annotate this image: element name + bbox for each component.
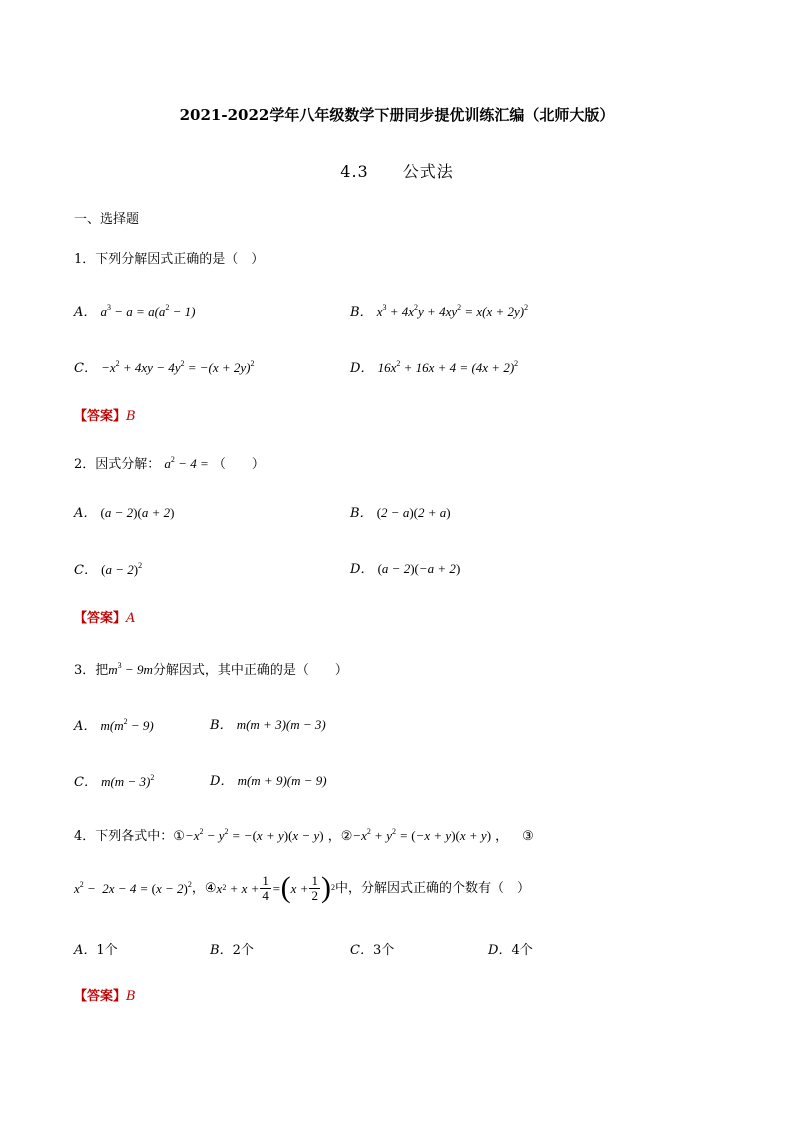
q2-option-c-math: $(a - 2)^2$ bbox=[101, 561, 143, 577]
q3-option-b-label: B． bbox=[210, 718, 233, 733]
q3-option-c-label: C． bbox=[74, 775, 97, 790]
q2-option-c bbox=[74, 562, 142, 577]
q4-option-b-text: 2个 bbox=[232, 943, 254, 958]
q3-option-a-math: $m(m^2 - 9)$ bbox=[100, 717, 154, 733]
q1-option-b-math: $x^3 + 4x^2y + 4xy^2 = x(x + 2y)^2$ bbox=[376, 303, 529, 319]
q2-option-d-math: (a − 2)(−a + 2) bbox=[377, 561, 461, 576]
q2-answer bbox=[74, 612, 135, 625]
q1-option-a-label: A． bbox=[74, 305, 97, 320]
q2-stem-pre: 2．因式分解： bbox=[74, 457, 161, 472]
q1-option-c bbox=[74, 360, 255, 375]
q4-option-c-label: C． bbox=[350, 943, 373, 958]
answer-marker: 【答案】 bbox=[74, 409, 127, 424]
q4-stem-post: 中，分解因式正确的个数有（ ） bbox=[334, 880, 530, 896]
section-heading: 一、选择题 bbox=[74, 212, 140, 227]
q4-option-b bbox=[210, 944, 254, 957]
q2-stem-math: $a^2 - 4$ = bbox=[164, 455, 209, 471]
q1-option-a bbox=[74, 304, 196, 319]
document-title: 2021-2022学年八年级数学下册同步提优训练汇编（北师大版） bbox=[179, 106, 615, 124]
q3-option-d bbox=[210, 774, 327, 788]
q4-stem-line2: $x^2 - 2x - 4 = (x - 2)^2$ ， ④ x 2 + x + $\frac{1}{4}$ = ( x + $\frac{1}{2}$ ) 2 中，分解因式正确的个数有（ ） bbox=[74, 871, 530, 904]
q4-stem-pre: 4．下列各式中： bbox=[74, 829, 174, 844]
q2-stem bbox=[74, 456, 265, 471]
q3-option-a bbox=[74, 718, 154, 733]
q1-option-a-math: $a^3 - a = a(a^2 - 1)$ bbox=[100, 303, 196, 319]
q3-option-a-label: A． bbox=[74, 719, 97, 734]
q4-option-d-text: 4个 bbox=[511, 943, 533, 958]
q2-option-b bbox=[350, 506, 451, 520]
q3-option-b-math: m(m + 3)(m − 3) bbox=[236, 717, 326, 732]
q4-item-4: x 2 + x + $\frac{1}{4}$ = ( x + $\frac{1}{2}$ ) 2 bbox=[216, 871, 335, 904]
q3-stem-pre: 3．把 bbox=[74, 663, 109, 678]
q2-option-d-label: D． bbox=[350, 562, 374, 577]
q1-option-c-math: $-x^2 + 4xy - 4y^2 = -(x + 2y)^2$ bbox=[101, 359, 255, 375]
q4-answer-value: B bbox=[126, 989, 136, 1004]
q1-option-c-label: C． bbox=[74, 361, 97, 376]
q1-option-d-label: D． bbox=[350, 361, 374, 376]
q2-option-a-math: (a − 2)(a + 2) bbox=[100, 505, 175, 520]
q4-option-a-label: A． bbox=[74, 943, 97, 958]
q3-option-c bbox=[74, 774, 154, 789]
q3-stem-post: 分解因式，其中正确的是（ ） bbox=[152, 663, 348, 678]
q3-option-d-label: D． bbox=[210, 774, 234, 789]
q3-stem-math: $m^3 - 9m$ bbox=[108, 661, 153, 677]
q2-option-b-label: B． bbox=[350, 506, 373, 521]
q2-option-b-math: (2 − a)(2 + a) bbox=[376, 505, 451, 520]
q4-option-d bbox=[488, 944, 533, 957]
q3-option-c-math: $m(m - 3)^2$ bbox=[101, 773, 155, 789]
q1-stem: 1．下列分解因式正确的是（ ） bbox=[74, 252, 265, 267]
q1-answer-value: B bbox=[126, 409, 136, 424]
q4-option-c bbox=[350, 944, 394, 957]
section-subtitle: 4.3 公式法 bbox=[340, 162, 454, 181]
q4-option-b-label: B． bbox=[210, 943, 233, 958]
q3-stem bbox=[74, 662, 348, 677]
q4-item-4-mark: ④ bbox=[204, 880, 217, 896]
q3-option-d-math: m(m + 9)(m − 9) bbox=[237, 773, 327, 788]
q4-option-c-text: 3个 bbox=[372, 943, 395, 958]
q4-option-a bbox=[74, 944, 118, 957]
q2-option-d bbox=[350, 562, 460, 576]
q3-option-b bbox=[210, 718, 326, 732]
q1-answer bbox=[74, 410, 136, 423]
q4-stem-line1: 4．下列各式中：$①-x^2 - y^2 = -(x + y)(x - y)$ ，$②-x^2 + y^2 = (-x + y)(x + y)$ ， ③ bbox=[74, 827, 534, 844]
q4-option-a-text: 1个 bbox=[96, 943, 118, 958]
q4-option-d-label: D． bbox=[488, 943, 512, 958]
q4-item-3-mark: ③ bbox=[522, 829, 534, 844]
answer-marker: 【答案】 bbox=[74, 611, 127, 626]
q4-item-3: $x^2 - 2x - 4 = (x - 2)^2$ bbox=[74, 880, 192, 896]
q1-option-b-label: B． bbox=[350, 305, 373, 320]
q4-answer bbox=[74, 990, 136, 1003]
q2-option-a-label: A． bbox=[74, 506, 97, 521]
q4-item-1: $①-x^2 - y^2 = -(x + y)(x - y)$ bbox=[173, 827, 324, 843]
q1-option-b bbox=[350, 304, 528, 319]
answer-marker: 【答案】 bbox=[74, 989, 127, 1004]
q2-answer-value: A bbox=[126, 611, 136, 626]
q2-option-c-label: C． bbox=[74, 563, 97, 578]
q4-item-2: $②-x^2 + y^2 = (-x + y)(x + y)$ bbox=[340, 827, 492, 843]
q1-option-d bbox=[350, 360, 518, 375]
q2-stem-post: （ ） bbox=[212, 457, 265, 472]
q2-option-a bbox=[74, 506, 174, 520]
q1-option-d-math: $16x^2 + 16x + 4 = (4x + 2)^2$ bbox=[377, 359, 519, 375]
